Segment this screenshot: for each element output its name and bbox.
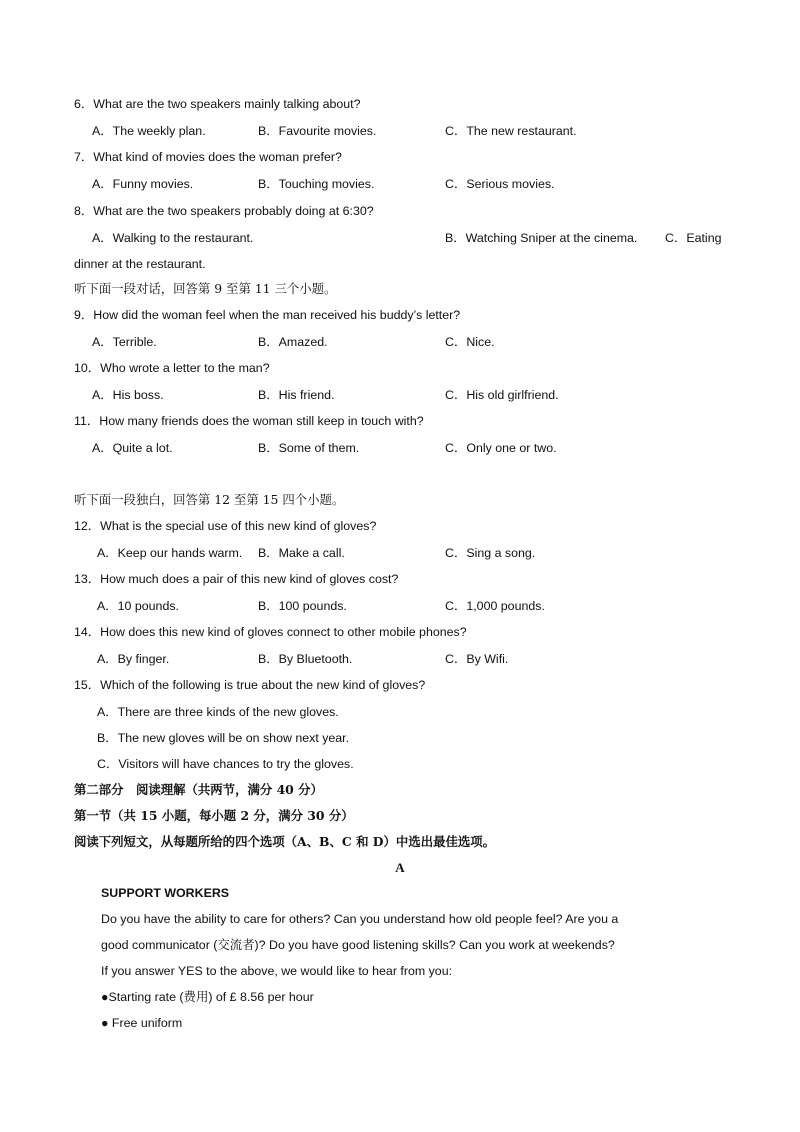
q7-option-b: B．Touching movies. [258,177,375,191]
q12-option-c: C．Sing a song. [445,546,536,560]
q6-option-a: A．The weekly plan. [92,124,206,138]
q10-option-b: B．His friend. [258,388,335,402]
q7-option-a: A．Funny movies. [92,177,194,191]
q8-option-c: C．Eating [665,231,722,245]
q13-option-a: A．10 pounds. [97,599,179,613]
q10-option-a: A．His boss. [92,388,164,402]
passage-bullet-2: ● Free uniform [101,1016,183,1030]
question-15: 15．Which of the following is true about the new kind of gloves? [74,678,426,692]
passage-line-2: good communicator (交流者)? Do you have good listening skills? Can you work at weekends? [101,938,615,952]
instruction-dialogue: 听下面一段对话，回答第 9 至第 11 三个小题。 [74,281,337,296]
passage-heading: SUPPORT WORKERS [101,886,230,900]
q14-option-c: C．By Wifi. [445,652,509,666]
q11-option-a: A．Quite a lot. [92,441,173,455]
q15-option-c: C．Visitors will have chances to try the gloves. [97,757,354,771]
instruction-monologue: 听下面一段独白，回答第 12 至第 15 四个小题。 [74,492,345,507]
q11-option-c: C．Only one or two. [445,441,557,455]
q10-option-c: C．His old girlfriend. [445,388,559,402]
passage-bullet-1: ●Starting rate (费用) of £ 8.56 per hour [101,990,314,1004]
q8-option-c-continued: dinner at the restaurant. [74,257,206,271]
q13-option-c: C．1,000 pounds. [445,599,545,613]
question-7: 7．What kind of movies does the woman prefer? [74,150,342,164]
q13-option-b: B．100 pounds. [258,599,347,613]
q6-option-b: B．Favourite movies. [258,124,377,138]
section1-title: 第一节（共 15 小题，每小题 2 分，满分 30 分） [74,808,354,823]
q9-option-c: C．Nice. [445,335,495,349]
q15-option-b: B．The new gloves will be on show next year. [97,731,350,745]
q14-option-b: B．By Bluetooth. [258,652,353,666]
q12-option-b: B．Make a call. [258,546,345,560]
q12-option-a: A．Keep our hands warm. [97,546,243,560]
question-13: 13．How much does a pair of this new kind of gloves cost? [74,572,399,586]
q8-option-a: A．Walking to the restaurant. [92,231,254,245]
question-8: 8．What are the two speakers probably doing at 6:30? [74,204,374,218]
part2-title: 第二部分 阅读理解（共两节，满分 40 分） [74,782,323,797]
question-11: 11．How many friends does the woman still keep in touch with? [74,414,424,428]
q9-option-b: B．Amazed. [258,335,328,349]
question-10: 10．Who wrote a letter to the man? [74,361,270,375]
q14-option-a: A．By finger. [97,652,170,666]
question-9: 9．How did the woman feel when the man received his buddy’s letter? [74,308,461,322]
q15-option-a: A．There are three kinds of the new gloves. [97,705,339,719]
passage-letter: A [395,860,405,875]
reading-directions: 阅读下列短文，从每题所给的四个选项（A、B、C 和 D）中选出最佳选项。 [74,834,496,849]
question-12: 12．What is the special use of this new kind of gloves? [74,519,377,533]
passage-line-3: If you answer YES to the above, we would like to hear from you: [101,964,453,978]
q7-option-c: C．Serious movies. [445,177,555,191]
question-14: 14．How does this new kind of gloves connect to other mobile phones? [74,625,467,639]
question-6: 6．What are the two speakers mainly talking about? [74,97,361,111]
q6-option-c: C．The new restaurant. [445,124,577,138]
q9-option-a: A．Terrible. [92,335,157,349]
q8-option-b: B．Watching Sniper at the cinema. [445,231,638,245]
passage-line-1: Do you have the ability to care for others? Can you understand how old people feel? Are you a [101,912,619,926]
q11-option-b: B．Some of them. [258,441,360,455]
